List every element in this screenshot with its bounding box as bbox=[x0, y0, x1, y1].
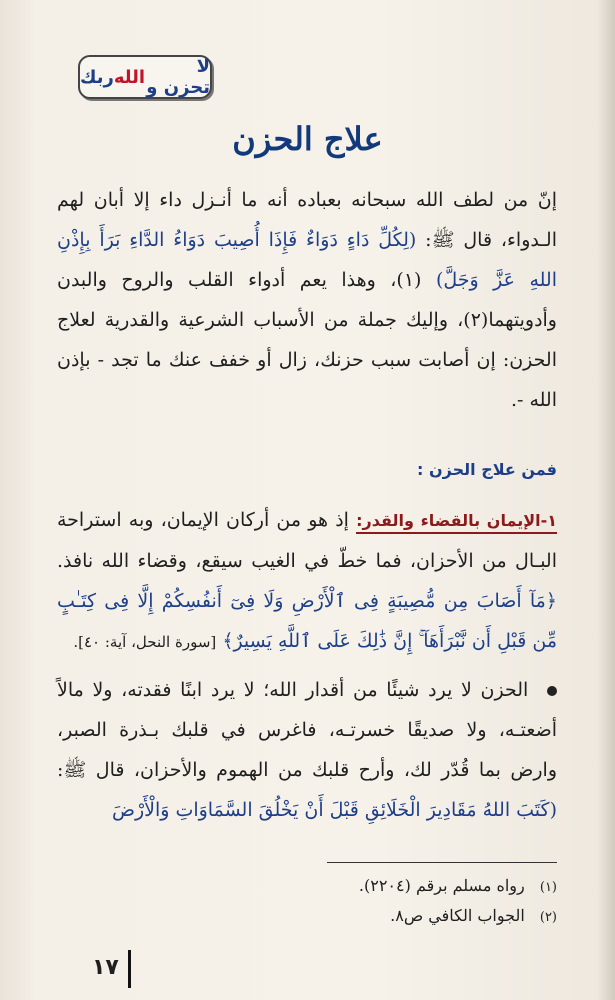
bullet-text: الحزن لا يرد شيئًا من أقدار الله؛ لا يرد ابنًا فقدته، ولا مالاً أضعتـه، ولا صديقًا خسرتـه، فاغرس في قلبك بـذرة الصبر، وارض بما قُدّر لك، وأرح قلبك من الهموم والأحزان، قال ﷺ: bbox=[57, 679, 557, 781]
chapter-title: علاج الحزن bbox=[232, 120, 383, 158]
intro-lead: إنّ من لطف الله سبحانه بعباده أنه ما أنـزل داء إلا أبان لهم الـدواء، قال ﷺ: bbox=[57, 189, 557, 251]
footnote-2 bbox=[57, 902, 557, 932]
quran-verse: ﴿مَآ أَصَابَ مِن مُّصِيبَةٍ فِى ٱلْأَرْضِ وَلَا فِىٓ أَنفُسِكُمْ إِلَّا فِى كِتَـٰبٍ مِّن قَبْلِ أَن نَّبْرَأَهَآ ۚ إِنَّ ذَٰلِكَ عَلَى ٱللَّهِ يَسِيرٌ﴾ bbox=[57, 590, 557, 652]
footnote-2-number: (٢) bbox=[539, 910, 557, 925]
badge-text-3: ربك bbox=[80, 66, 114, 88]
remedy-item-text: إذ هو من أركان الإيمان، وبه استراحة البـال من الأحزان، فما خطّ في الغيب سيقع، وقضاء الله نافذ. bbox=[57, 509, 557, 572]
badge-text-1: لا تحزن و bbox=[146, 56, 210, 98]
remedy-item-1 bbox=[57, 500, 557, 662]
bullet-hadith-quote: (كَتَبَ اللهُ مَقَادِيرَ الْخَلَائِقِ قَبْلَ أَنْ يَخْلُقَ السَّمَاوَاتِ وَالْأَرْضَ bbox=[111, 799, 557, 821]
badge-text-allah: الله bbox=[113, 66, 146, 88]
bullet-icon bbox=[547, 686, 557, 696]
footnotes bbox=[57, 872, 557, 932]
remedy-item-label: ١-الإيمان بالقضاء والقدر: bbox=[356, 511, 557, 534]
footnote-1 bbox=[57, 872, 557, 902]
section-heading: فمن علاج الحزن : bbox=[417, 460, 557, 479]
intro-after-quote: (١)، وهذا يعم أدواء القلب والروح والبدن وأدويتهما bbox=[57, 269, 557, 331]
page-number-rule bbox=[128, 950, 131, 988]
page-number: ١٧ bbox=[92, 955, 119, 980]
bullet-paragraph bbox=[57, 670, 557, 830]
intro-tail: (٢)، وإليك جملة من الأسباب الشرعية والقدرية لعلاج الحزن: إن أصابت سبب حزنك، زال أو خفف عنك ما تجد - بإذن الله -. bbox=[57, 309, 557, 411]
verse-citation: [سورة النحل، آية: ٤٠]. bbox=[73, 633, 217, 651]
footnote-divider bbox=[327, 862, 557, 863]
book-title-badge bbox=[78, 55, 212, 99]
footnote-1-number: (١) bbox=[539, 880, 557, 895]
intro-paragraph bbox=[57, 180, 557, 420]
footnote-2-text: الجواب الكافي ص٨. bbox=[390, 906, 525, 925]
intro-hadith-quote: (لِكُلِّ دَاءٍ دَوَاءٌ فَإِذَا أُصِيبَ دَوَاءُ الدَّاءِ بَرَأَ بِإِذْنِ اللهِ عَزَّ وَجَلَّ) bbox=[57, 229, 557, 291]
footnote-1-text: رواه مسلم برقم (٢٢٠٤). bbox=[358, 876, 525, 895]
